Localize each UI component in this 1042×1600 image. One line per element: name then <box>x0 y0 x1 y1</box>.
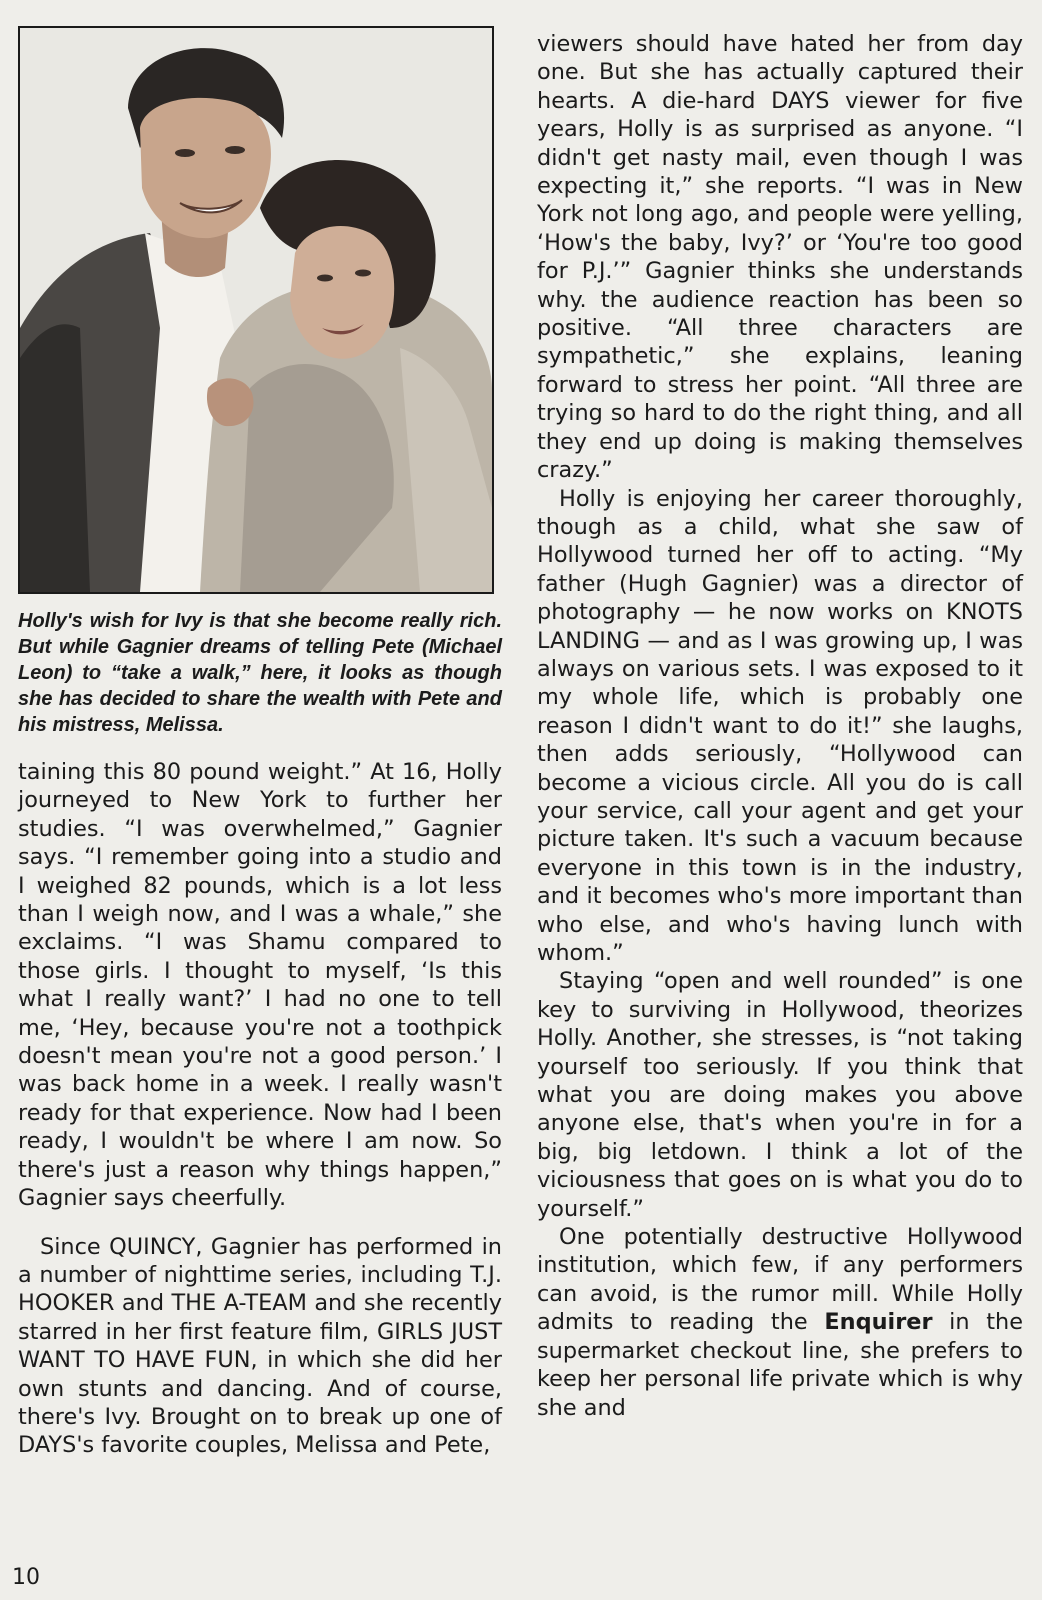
article-paragraph-text: in the supermarket checkout line, she prefers to keep her personal life private which is why she and <box>537 1309 1023 1421</box>
article-paragraph-text: One potentially destructive Hollywood institution, which few, if any performers can avoid, is the rumor mill. While Holly admits to reading the <box>537 1224 1023 1336</box>
article-paragraph-text: Holly is enjoying her career thoroughly, though as a child, what she saw of Hollywood turned her off to acting. “My father (Hugh Gagnier) was a director of photography — he now works on KNOTS LANDING — and as I was growing up, I was always on various sets. I was exposed to it my whole life, which is probably one reason I didn't want to do it!” she laughs, then adds seriously, “Hollywood can become a vicious circle. All you do is call your service, call your agent and get your picture taken. It's such a vacuum because everyone in this town is in the industry, and it becomes who's more important than who else, and who's having lunch with whom.” <box>537 485 1023 966</box>
article-paragraph-text: Since QUINCY, Gagnier has performed in a number of nighttime series, including T.J. HOOKER and THE A-TEAM and she recently starred in her first feature film, GIRLS JUST WANT TO HAVE FUN, in which she did her own stunts and dancing. And of course, there's Ivy. Brought on to break up one of DAYS's favorite couples, Melissa and Pete, <box>18 1233 502 1459</box>
article-paragraph <box>18 1233 502 1460</box>
article-paragraph-text: Staying “open and well rounded” is one key to surviving in Hollywood, theorizes Holly. Another, she stresses, is “not taking yourself too seriously. If you think that what you are doing makes you above anyone else, that's when you're in for a big, big letdown. I think a lot of the viciousness that goes on is what you do to yourself.” <box>537 968 1023 1222</box>
couple-photo <box>18 26 494 594</box>
publication-name: Enquirer <box>824 1309 933 1336</box>
article-paragraph <box>537 30 1023 485</box>
article-paragraph <box>537 1223 1023 1422</box>
article-paragraph <box>537 967 1023 1223</box>
photo-caption: Holly's wish for Ivy is that she become really rich. But while Gagnier dreams of telling Pete (Michael Leon) to “take a walk,” here, it looks as though she has decided to share the wealth with Pete and his mistress, Melissa. <box>18 610 502 736</box>
article-paragraph-text: viewers should have hated her from day one. But she has actually captured their hearts. A die-hard DAYS viewer for five years, Holly is as surprised as anyone. “I didn't get nasty mail, even though I was expecting it,” she reports. “I was in New York not long ago, and people were yelling, ‘How's the baby, Ivy?’ or ‘You're too good for P.J.’” Gagnier thinks she understands why. the audience reaction has been so positive. “All three characters are sympathetic,” she explains, leaning forward to stress her point. “All three are trying so hard to do the right thing, and all they end up doing is making themselves crazy.” <box>537 31 1023 484</box>
photo-illustration <box>20 28 492 592</box>
left-column <box>18 26 502 1460</box>
article-paragraph-text: taining this 80 pound weight.” At 16, Holly journeyed to New York to further her studies. “I was overwhelmed,” Gagnier says. “I remember going into a studio and I weighed 82 pounds, which is a lot less than I weigh now, and I was a whale,” she exclaims. “I was Shamu compared to those girls. I thought to myself, ‘Is this what I really want?’ I had no one to tell me, ‘Hey, because you're not a toothpick doesn't mean you're not a good person.’ I was back home in a week. I really wasn't ready for that experience. Now had I been ready, I wouldn't be where I am now. So there's just a reason why things happen,” Gagnier says cheerfully. <box>18 759 502 1212</box>
right-column <box>537 30 1023 1422</box>
page-number: 10 <box>12 1565 40 1590</box>
article-paragraph <box>18 758 502 1213</box>
article-paragraph <box>537 485 1023 968</box>
